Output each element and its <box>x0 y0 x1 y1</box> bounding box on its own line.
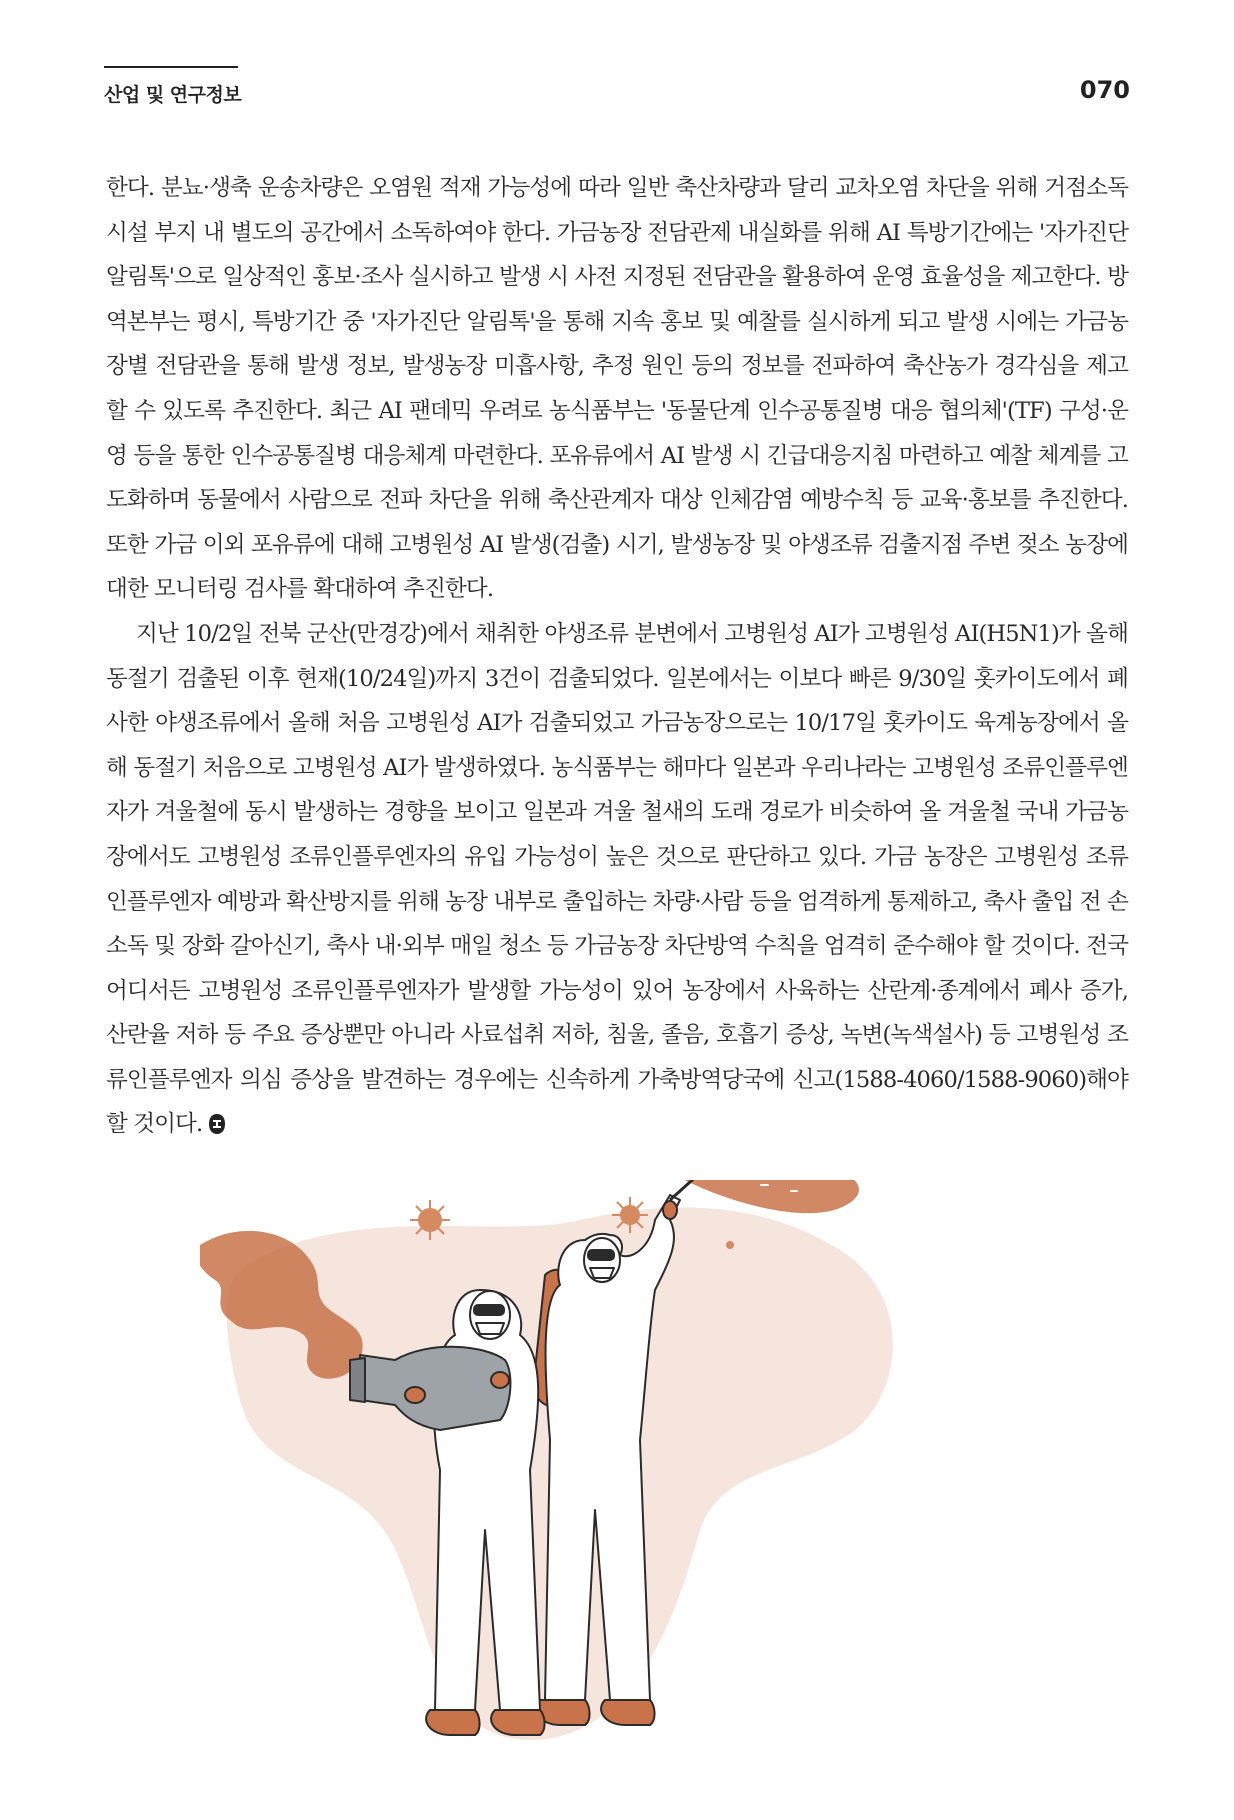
page-header <box>104 66 1130 112</box>
quarantine-workers-disinfecting-illustration <box>200 1180 1080 1810</box>
article-body <box>106 166 1128 1147</box>
page-number: 070 <box>1079 76 1130 104</box>
paragraph <box>106 612 1128 1147</box>
paragraph: 한다. 분뇨·생축 운송차량은 오염원 적재 가능성에 따라 일반 축산차량과 달리 교차오염 차단을 위해 거점소독시설 부지 내 별도의 공간에서 소독하여야 한다. 가금농장 전담관제 내실화를 위해 AI 특방기간에는 '자가진단 알림톡'으로 일상적인 홍보·조사 실시하고 발생 시 사전 지정된 전담관을 활용하여 운영 효율성을 제고한다. 방역본부는 평시, 특방기간 중 '자가진단 알림톡'을 통해 지속 홍보 및 예찰를 실시하게 되고 발생 시에는 가금농장별 전담관을 통해 발생 정보, 발생농장 미흡사항, 추정 원인 등의 정보를 전파하여 축산농가 경각심을 제고 할 수 있도록 추진한다. 최근 AI 팬데믹 우려로 농식품부는 '동물단계 인수공통질병 대응 협의체'(TF) 구성·운영 등을 통한 인수공통질병 대응체계 마련한다. 포유류에서 AI 발생 시 긴급대응지침 마련하고 예찰 체계를 고도화하며 동물에서 사람으로 전파 차단을 위해 축산관계자 대상 인체감염 예방수칙 등 교육·홍보를 추진한다. 또한 가금 이외 포유류에 대해 고병원성 AI 발생(검출) 시기, 발생농장 및 야생조류 검출지점 주변 젖소 농장에 대한 모니터링 검사를 확대하여 추진한다. <box>106 175 1128 603</box>
header-rule <box>104 66 238 68</box>
section-title: 산업 및 연구정보 <box>104 84 242 106</box>
end-of-article-mark-icon <box>208 1113 226 1135</box>
paragraph-text: 지난 10/2일 전북 군산(만경강)에서 채취한 야생조류 분변에서 고병원성 AI가 고병원성 AI(H5N1)가 올해 동절기 검출된 이후 현재(10/24일)까지 3건이 검출되었다. 일본에서는 이보다 빠른 9/30일 홋카이도에서 폐사한 야생조류에서 올해 처음 고병원성 AI가 검출되었고 가금농장으로는 10/17일 홋카이도 육계농장에서 올해 동절기 처음으로 고병원성 AI가 발생하였다. 농식품부는 해마다 일본과 우리나라는 고병원성 조류인플루엔자가 겨울철에 동시 발생하는 경향을 보이고 일본과 겨울 철새의 도래 경로가 비슷하여 올 겨울철 국내 가금농장에서도 고병원성 조류인플루엔자의 유입 가능성이 높은 것으로 판단하고 있다. 가금 농장은 고병원성 조류인플루엔자 예방과 확산방지를 위해 농장 내부로 출입하는 차량·사람 등을 엄격하게 통제하고, 축사 출입 전 손 소독 및 장화 갈아신기, 축사 내·외부 매일 청소 등 가금농장 차단방역 수칙을 엄격히 준수해야 할 것이다. 전국 어디서든 고병원성 조류인플루엔자가 발생할 가능성이 있어 농장에서 사육하는 산란계·종계에서 폐사 증가, 산란율 저하 등 주요 증상뿐만 아니라 사료섭취 저하, 침울, 졸음, 호흡기 증상, 녹변(녹색설사) 등 고병원성 조류인플루엔자 의심 증상을 발견하는 경우에는 신속하게 가축방역당국에 신고(1588-4060/1588-9060)해야 할 것이다. <box>106 620 1129 1138</box>
